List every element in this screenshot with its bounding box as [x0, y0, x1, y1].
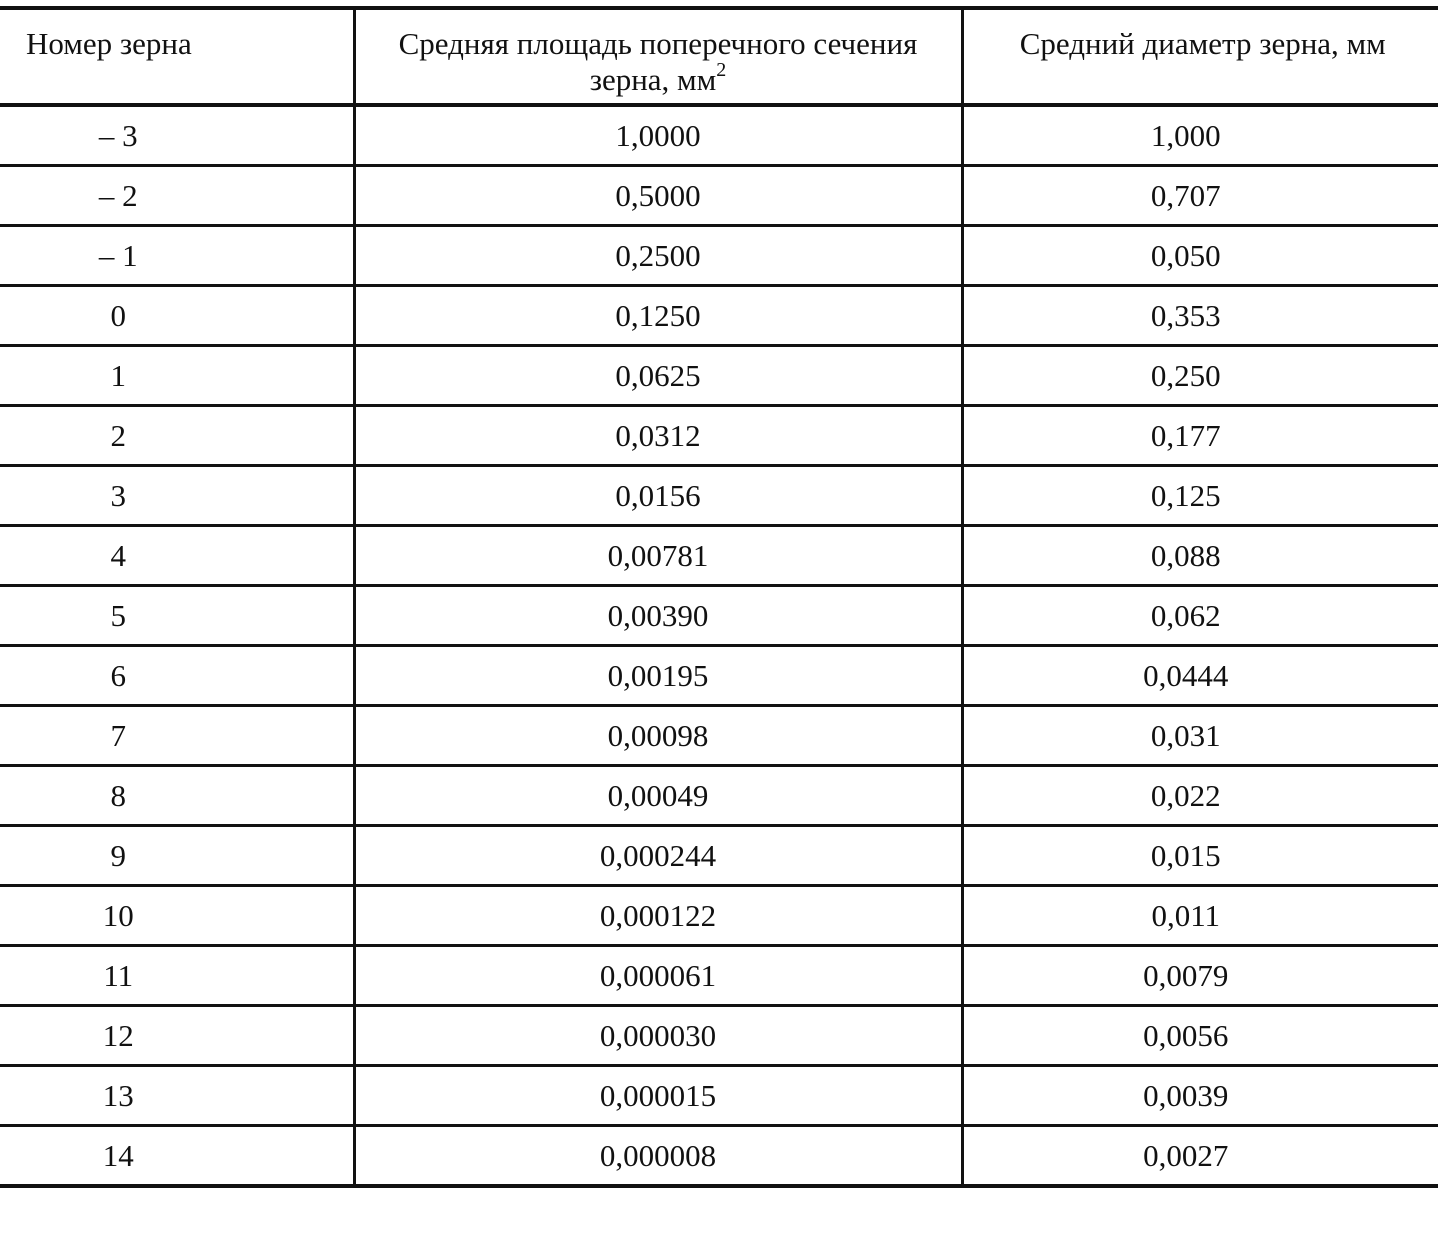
table-row	[0, 1006, 1438, 1066]
cell-grain-number: 3	[0, 466, 354, 526]
table-row	[0, 166, 1438, 226]
table-row	[0, 105, 1438, 166]
cell-mean-diameter: 0,022	[962, 766, 1438, 826]
cell-mean-diameter: 1,000	[962, 105, 1438, 166]
cell-grain-number: 5	[0, 586, 354, 646]
cell-mean-area: 0,000061	[354, 946, 962, 1006]
cell-grain-number: – 1	[0, 226, 354, 286]
cell-mean-diameter: 0,050	[962, 226, 1438, 286]
table-row	[0, 826, 1438, 886]
cell-grain-number: 2	[0, 406, 354, 466]
table-header	[0, 8, 1438, 105]
cell-mean-diameter: 0,0079	[962, 946, 1438, 1006]
table-row	[0, 526, 1438, 586]
cell-mean-area: 0,00195	[354, 646, 962, 706]
cell-grain-number: 9	[0, 826, 354, 886]
cell-mean-diameter: 0,088	[962, 526, 1438, 586]
cell-mean-area: 0,000030	[354, 1006, 962, 1066]
table-row	[0, 226, 1438, 286]
table-row	[0, 946, 1438, 1006]
cell-mean-area: 0,5000	[354, 166, 962, 226]
grain-size-table	[0, 6, 1438, 1188]
cell-grain-number: 7	[0, 706, 354, 766]
cell-mean-area: 0,0625	[354, 346, 962, 406]
header-mean-area	[354, 8, 962, 105]
cell-mean-diameter: 0,0027	[1143, 1137, 1229, 1173]
cell-mean-diameter: 0,250	[962, 346, 1438, 406]
cell-mean-area: 1,0000	[354, 105, 962, 166]
table-row	[0, 766, 1438, 826]
table-row	[0, 286, 1438, 346]
cell-grain-number: 13	[0, 1066, 354, 1126]
cell-mean-diameter: 0,0056	[962, 1006, 1438, 1066]
table-row	[0, 346, 1438, 406]
cell-mean-diameter: 0,707	[962, 166, 1438, 226]
table-row	[0, 1066, 1438, 1126]
cell-mean-area: 0,000244	[354, 826, 962, 886]
cell-grain-number: 6	[0, 646, 354, 706]
header-grain-number: Номер зерна	[0, 8, 354, 105]
cell-mean-area: 0,000015	[354, 1066, 962, 1126]
table-row	[0, 886, 1438, 946]
table-row	[0, 706, 1438, 766]
cell-grain-number: 1	[0, 346, 354, 406]
cell-mean-area: 0,0312	[354, 406, 962, 466]
cell-mean-area: 0,00781	[354, 526, 962, 586]
cell-mean-area: 0,2500	[354, 226, 962, 286]
cell-mean-area: 0,0156	[354, 466, 962, 526]
cell-mean-diameter: 0,011	[962, 886, 1438, 946]
cell-mean-diameter: 0,062	[962, 586, 1438, 646]
header-row	[0, 8, 1438, 105]
cell-mean-diameter: 0,031	[962, 706, 1438, 766]
table-row	[0, 466, 1438, 526]
cell-mean-diameter: 0,0444	[962, 646, 1438, 706]
cell-mean-diameter: 0,015	[962, 826, 1438, 886]
header-mean-area-line2: зерна, мм	[589, 61, 717, 97]
cell-mean-area: 0,00098	[354, 706, 962, 766]
cell-mean-diameter: 0,353	[962, 286, 1438, 346]
header-mean-area-line1: Средняя площадь поперечного сечения	[398, 26, 918, 61]
cell-mean-area: 0,000008	[354, 1126, 962, 1187]
cell-mean-area: 0,00390	[354, 586, 962, 646]
cell-grain-number: 8	[0, 766, 354, 826]
cell-mean-area: 0,1250	[354, 286, 962, 346]
cell-grain-number: 0	[0, 286, 354, 346]
cell-grain-number: 10	[0, 886, 354, 946]
table-row	[0, 646, 1438, 706]
table-row	[0, 586, 1438, 646]
table-row	[0, 1126, 1438, 1187]
header-mean-diameter: Средний диаметр зерна, мм	[962, 8, 1438, 105]
cell-grain-number: 4	[0, 526, 354, 586]
cell-grain-number: – 2	[0, 166, 354, 226]
header-mean-area-unit-exponent: 2	[716, 58, 727, 81]
table-row	[0, 406, 1438, 466]
cell-grain-number: 11	[0, 946, 354, 1006]
cell-mean-area: 0,000122	[354, 886, 962, 946]
cell-grain-number: 12	[0, 1006, 354, 1066]
cell-grain-number: – 3	[0, 105, 354, 166]
cell-mean-diameter: 0,125	[962, 466, 1438, 526]
cell-mean-diameter: 0,0039	[962, 1066, 1438, 1126]
cell-grain-number: 14	[0, 1126, 354, 1187]
cell-mean-diameter: 0,177	[962, 406, 1438, 466]
table-body	[0, 105, 1438, 1186]
cell-mean-area: 0,00049	[354, 766, 962, 826]
